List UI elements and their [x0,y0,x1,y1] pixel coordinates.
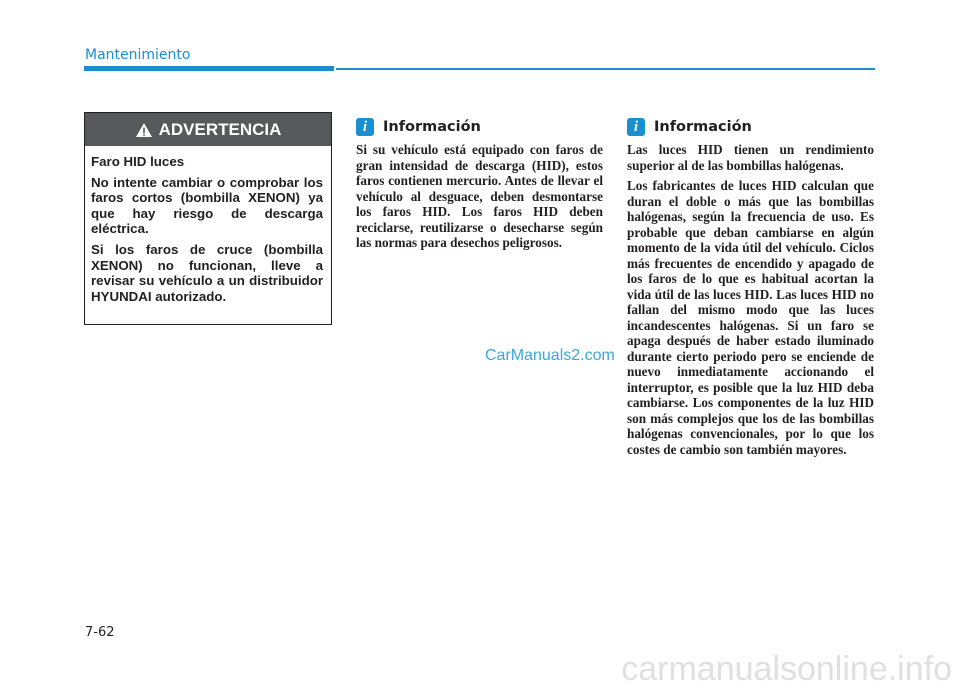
watermark-link[interactable]: CarManuals2.com [485,347,615,364]
warning-header [85,113,331,146]
info-icon: i [356,118,374,136]
warning-body [85,146,331,304]
warning-box [84,112,332,325]
warning-paragraph: No intente cambiar o comprobar los faros cortos (bombilla XENON) ya que hay riesgo de descarga eléctrica. [91,174,323,237]
page-number: 7-62 [85,625,115,640]
info-header [356,116,603,138]
section-title: Mantenimiento [85,47,191,63]
footer-watermark: carmanualsonline.info [621,650,952,688]
info-paragraph: Si su vehículo está equipado con faros de gran intensidad de descarga (HID), estos faros contienen mercurio. Antes de llevar el vehículo al desguace, deben desmontarse los faros HID. Los faros HID deben reciclarse, reutilizarse o desecharse según las normas para desechos peligrosos. [356,142,603,250]
info-paragraph: Las luces HID tienen un rendimiento superior al de las bombillas halógenas. [627,142,874,173]
warning-triangle-icon [135,122,153,138]
header-rule-thick [84,66,334,71]
info-icon: i [627,118,645,136]
header-rule-thin [336,68,875,70]
warning-title: ADVERTENCIA [158,119,282,139]
info-block-1 [356,116,603,256]
info-title: Información [383,119,481,135]
info-header [627,116,874,138]
warning-paragraph: Si los faros de cruce (bombilla XENON) no funcionan, lleve a revisar su vehículo a un distribuidor HYUNDAI autorizado. [91,241,323,304]
info-paragraph: Los fabricantes de luces HID calculan que duran el doble o más que las bombillas halógenas, según la frecuencia de uso. Es probable que deban cambiarse en algún momento de la vida útil del vehículo. Ciclos más frecuentes de encendido y apagado de los faros de lo que es habitual acortan la vida útil de las luces HID. Las luces HID no fallan del mismo modo que las luces incandescentes halógenas. Si un faro se apaga después de haber estado iluminado durante cierto periodo pero se enciende de nuevo inmediatamente accionando el interruptor, es posible que la luz HID deba cambiarse. Los componentes de la luz HID son más complejos que los de las bombillas halógenas convencionales, por lo que los costes de cambio son también mayores. [627,178,874,457]
warning-subtitle: Faro HID luces [91,154,185,169]
info-block-2 [627,116,874,462]
info-title: Información [654,119,752,135]
